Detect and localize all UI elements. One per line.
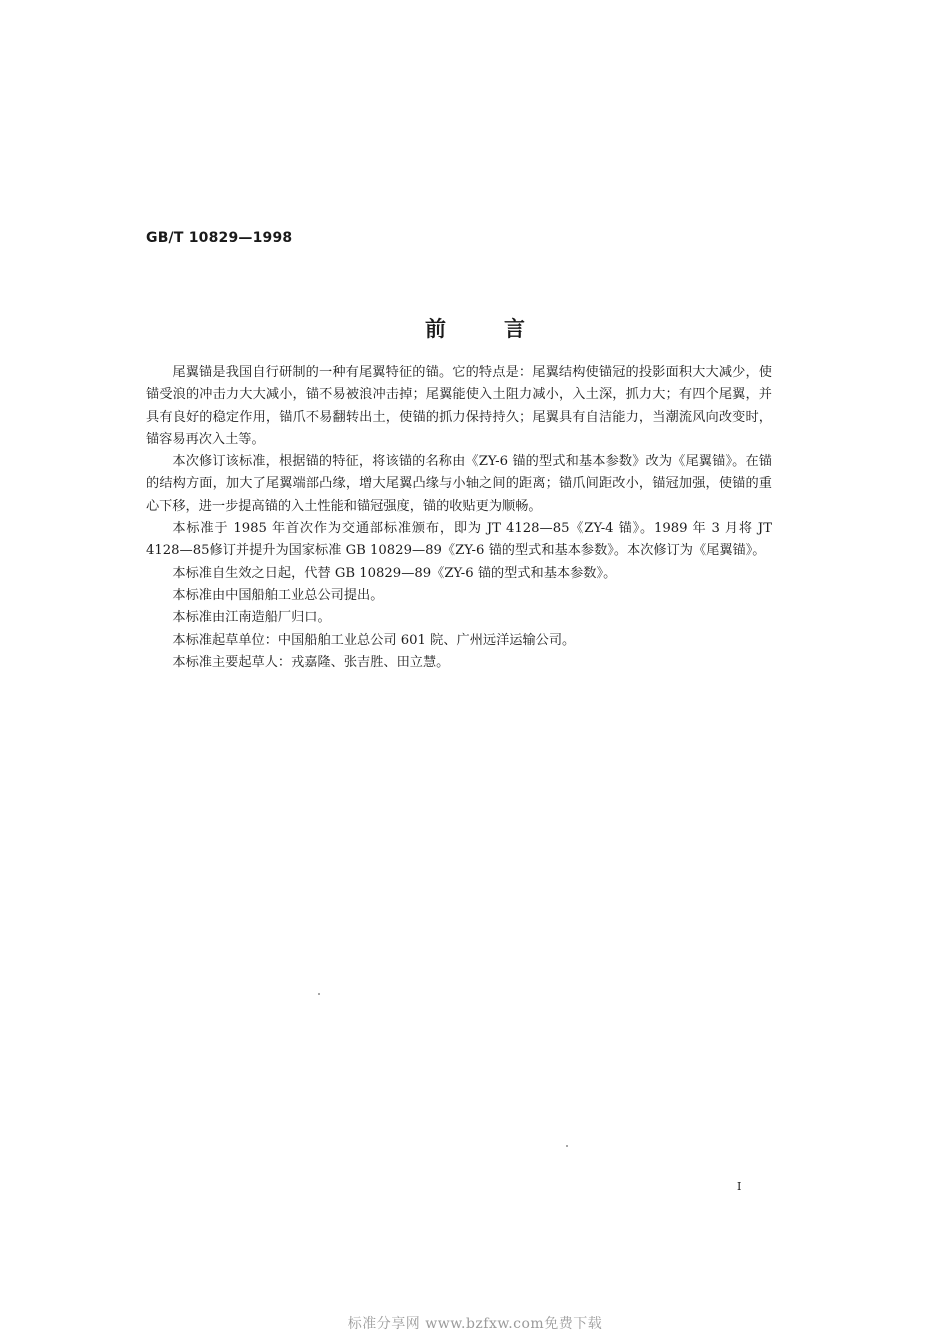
- paragraph-revision: 本次修订该标准，根据锚的特征，将该锚的名称由《ZY-6 锚的型式和基本参数》改为《尾翼锚》。在锚的结构方面，加大了尾翼端部凸缘，增大尾翼凸缘与小轴之间的距离；锚爪间距改小，锚冠加强，使锚的重心下移，进一步提高锚的入土性能和锚冠强度，锚的收贴更为顺畅。: [146, 454, 772, 514]
- paragraph-proposer: 本标准由中国船舶工业总公司提出。: [172, 587, 384, 603]
- scan-speck: [566, 1145, 568, 1147]
- paragraph-drafters: 本标准主要起草人：戎嘉隆、张吉胜、田立慧。: [172, 654, 450, 670]
- page-number: I: [737, 1180, 742, 1193]
- paragraph-centralizer: 本标准由江南造船厂归口。: [172, 610, 331, 626]
- paragraph-intro: 尾翼锚是我国自行研制的一种有尾翼特征的锚。它的特点是：尾翼结构使锚冠的投影面积大大减少，使锚受浪的冲击力大大减小，锚不易被浪冲击掉；尾翼能使入土阻力减小，入土深，抓力大；有四个尾翼，并具有良好的稳定作用，锚爪不易翻转出土，使锚的抓力保持持久；尾翼具有自洁能力，当潮流风向改变时，锚容易再次入土等。: [146, 365, 772, 447]
- preface-body: [146, 362, 772, 674]
- footer-watermark: 标准分享网 www.bzfxw.com免费下载: [347, 1316, 603, 1332]
- page-title: 前言: [425, 317, 583, 341]
- paragraph-history: 本标准于 1985 年首次作为交通部标准颁布，即为 JT 4128—85《ZY-4 锚》。1989 年 3 月将 JT 4128—85修订并提升为国家标准 GB 10829—89《ZY-6 锚的型式和基本参数》。本次修订为《尾翼锚》。: [146, 521, 772, 559]
- paragraph-drafting-units: 本标准起草单位：中国船舶工业总公司 601 院、广州远洋运输公司。: [172, 632, 576, 648]
- paragraph-replaces: 本标准自生效之日起，代替 GB 10829—89《ZY-6 锚的型式和基本参数》。: [172, 565, 617, 581]
- scan-speck: [318, 993, 320, 995]
- standard-number: GB/T 10829—1998: [146, 230, 293, 246]
